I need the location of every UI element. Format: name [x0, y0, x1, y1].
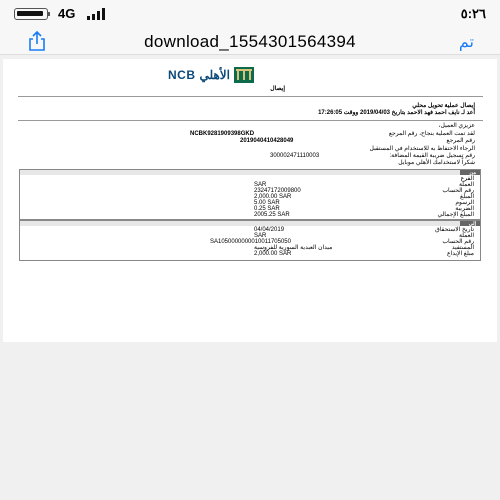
ncb-logo: [168, 67, 254, 83]
from-row: الضريبة 0.25 SAR: [254, 206, 474, 212]
receipt-subtitle: إيصال: [270, 86, 285, 92]
to-row: المستفيد ميدان العبدية السورية للفروسية: [254, 245, 474, 251]
receipt: [18, 59, 483, 342]
signal-icon: [87, 8, 105, 20]
document-page: [3, 59, 497, 342]
document-viewer[interactable]: [0, 55, 500, 500]
thanks-message: شكراً لاستخدامك الأهلي موبايل: [398, 160, 475, 166]
to-row: تاريخ الاستحقاق 04/04/2019: [254, 227, 474, 233]
receipt-prepared-for: أعد لـ نايف احمد فهد الاحمد بتاريخ 2019/04/03 ووقت 17:26:05: [318, 110, 475, 116]
reference-label: رقم المرجع: [446, 138, 475, 144]
reference-number-2: 2019040410428049: [240, 138, 294, 144]
network-type: 4G: [58, 6, 76, 21]
keep-note: الرجاء الاحتفاظ به للاستخدام في المستقبل: [369, 146, 475, 152]
from-row: الرسوم 5.00 SAR: [254, 200, 474, 206]
to-header: إلى: [468, 221, 476, 227]
greeting: عزيزي العميل،: [438, 123, 475, 129]
vat-label: رقم تسجيل ضريبة القيمة المضافة:: [389, 153, 475, 159]
from-header: من: [469, 170, 476, 176]
to-row: العملة SAR: [254, 233, 474, 239]
ncb-emblem-icon: [234, 67, 254, 83]
from-row: الفرع: [460, 176, 474, 182]
document-title: download_1554301564394: [144, 32, 356, 51]
from-section: [19, 169, 481, 220]
from-row: رقم الحساب 23247172009800: [254, 188, 474, 194]
reference-number: NCBK9281909398GKD: [190, 131, 255, 137]
logo-latin: NCB: [168, 67, 196, 82]
to-row: مبلغ الإيداع 2,000.00 SAR: [254, 251, 474, 257]
navigation-bar: [0, 30, 500, 55]
divider: [18, 96, 483, 97]
success-message: لقد تمت العملية بنجاح، رقم المرجع: [388, 131, 475, 137]
divider: [18, 120, 483, 121]
done-button[interactable]: تم: [458, 34, 474, 51]
to-section: [19, 220, 481, 261]
from-row: العملة SAR: [254, 182, 474, 188]
receipt-heading: إيصال عملية تحويل محلي: [412, 103, 475, 109]
from-row: المبلغ الإجمالي 2005.25 SAR: [254, 212, 474, 218]
logo-arabic: الأهلي: [199, 67, 230, 82]
status-bar: [0, 0, 500, 30]
from-row: المبلغ 2,000.00 SAR: [254, 194, 474, 200]
to-row: رقم الحساب SA1050000000010011705050: [210, 239, 474, 245]
vat-number: 300002471110003: [270, 153, 320, 159]
battery-icon: [14, 8, 48, 20]
status-time: ٥:٢٦: [460, 6, 486, 21]
